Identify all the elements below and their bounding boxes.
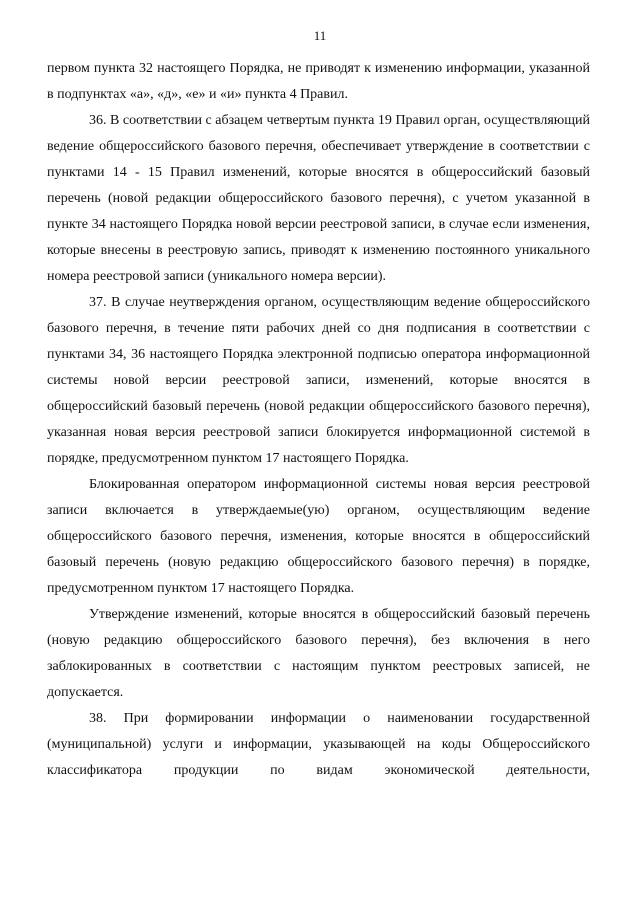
- document-body: [47, 56, 590, 784]
- paragraph-37: 37. В случае неутверждения органом, осуществляющим ведение общероссийского базового перечня, в течение пяти рабочих дней со дня подписания в соответствии с пунктами 34, 36 настоящего Порядка электронной подписью оператора информационной системы новой версии реестровой записи, изменений, которые вносятся в общероссийский базовый перечень (новой редакции общероссийского базового перечня), указанная новая версия реестровой записи блокируется информационной системой в порядке, предусмотренном пунктом 17 настоящего Порядка.: [47, 295, 590, 466]
- paragraph-36: 36. В соответствии с абзацем четвертым пункта 19 Правил орган, осуществляющий ведение общероссийского базового перечня, обеспечивает утверждение в соответствии с пунктами 14 - 15 Правил изменений, которые вносятся в общероссийский базовый перечень (новой редакции общероссийского базового перечня), с учетом указанной в пункте 34 настоящего Порядка новой версии реестровой записи, в случае если изменения, которые внесены в реестровую запись, приводят к изменению постоянного уникального номера реестровой записи (уникального номера версии).: [47, 113, 590, 284]
- paragraph-37-blocked-record: Блокированная оператором информационной системы новая версия реестровой записи включается в утверждаемые(ую) органом, осуществляющим ведение общероссийского базового перечня, изменения, которые вносятся в общероссийский базовый перечень (новую редакцию общероссийского базового перечня) в порядке, предусмотренном пунктом 17 настоящего Порядка.: [47, 477, 590, 596]
- paragraph-continuation: первом пункта 32 настоящего Порядка, не приводят к изменению информации, указанной в подпунктах «а», «д», «е» и «и» пункта 4 Правил.: [47, 61, 590, 102]
- paragraph-37-approval: Утверждение изменений, которые вносятся в общероссийский базовый перечень (новую редакцию общероссийского базового перечня), без включения в него заблокированных в соответствии с настоящим пунктом реестровых записей, не допускается.: [47, 607, 590, 700]
- paragraph-38: 38. При формировании информации о наименовании государственной (муниципальной) услуги и информации, указывающей на коды Общероссийского классификатора продукции по видам экономической деятельности,: [47, 711, 590, 778]
- page-number: 11: [313, 28, 327, 43]
